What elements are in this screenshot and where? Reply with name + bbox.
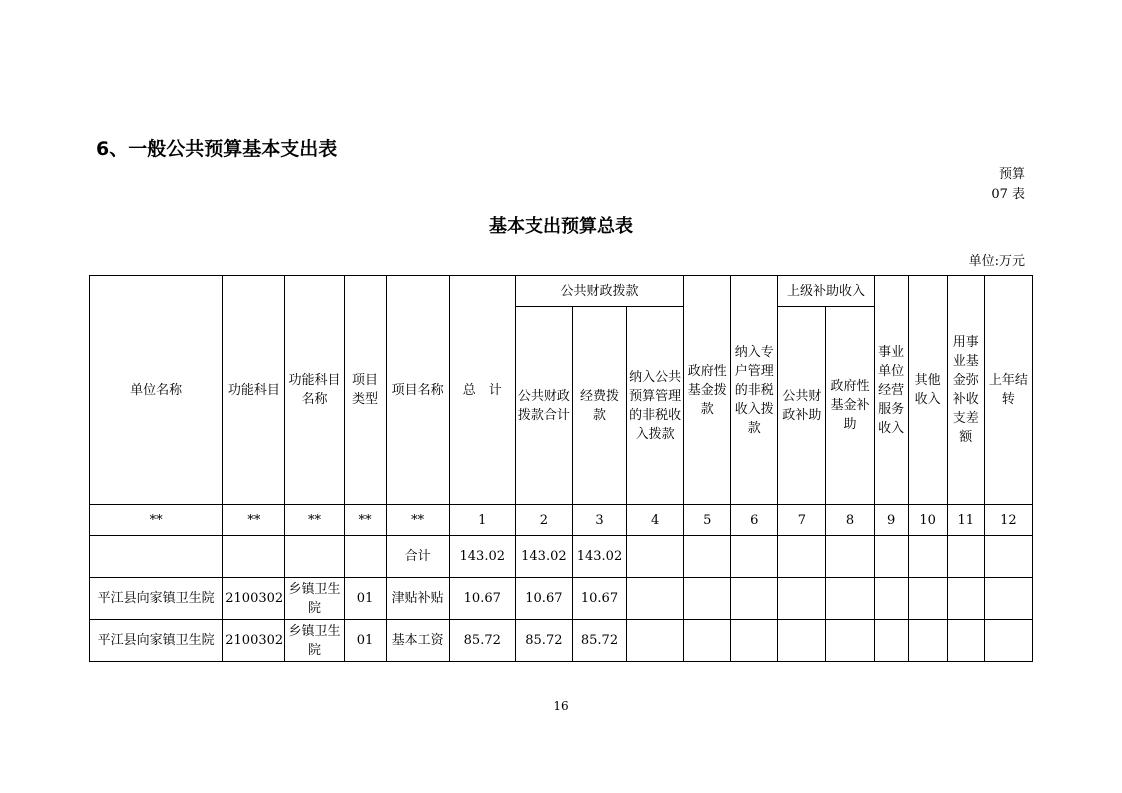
index-cell: 12: [984, 505, 1032, 536]
index-cell: 1: [449, 505, 515, 536]
header-project-type: 项目类型: [344, 276, 386, 505]
index-cell: **: [386, 505, 449, 536]
index-cell: 7: [778, 505, 826, 536]
cell-func-code: [223, 536, 285, 578]
cell-c7: [778, 536, 826, 578]
cell-c9: [874, 620, 908, 662]
form-code-line1: 预算: [998, 167, 1025, 182]
index-cell: **: [285, 505, 344, 536]
header-fund-deficit: 用事业基金弥补收支差额: [947, 276, 984, 505]
header-project-name: 项目名称: [386, 276, 449, 505]
cell-project: 合计: [386, 536, 449, 578]
cell-c6: [731, 578, 778, 620]
cell-c6: [731, 620, 778, 662]
cell-func-code: 2100302: [223, 578, 285, 620]
header-total: 总 计: [449, 276, 515, 505]
cell-total: 10.67: [449, 578, 515, 620]
table-row: [90, 536, 1033, 578]
index-cell: 4: [627, 505, 684, 536]
index-cell: 10: [908, 505, 947, 536]
cell-c8: [826, 578, 874, 620]
cell-type: 01: [344, 578, 386, 620]
index-cell: 2: [515, 505, 572, 536]
header-public-finance-group: 公共财政拨款: [515, 276, 683, 307]
cell-c10: [908, 578, 947, 620]
page-number: 16: [553, 699, 569, 713]
index-row: [90, 505, 1033, 536]
cell-c8: [826, 536, 874, 578]
index-cell: **: [223, 505, 285, 536]
cell-funding: 10.67: [572, 578, 626, 620]
cell-c9: [874, 578, 908, 620]
cell-c5: [684, 578, 731, 620]
header-prev-year-carryover: 上年结转: [984, 276, 1032, 505]
cell-c4: [627, 620, 684, 662]
cell-c12: [984, 620, 1032, 662]
cell-c4: [627, 578, 684, 620]
cell-funding: 143.02: [572, 536, 626, 578]
header-funding-allocation: 经费拨款: [572, 307, 626, 505]
cell-project: 津贴补贴: [386, 578, 449, 620]
table-row: [90, 620, 1033, 662]
cell-c12: [984, 536, 1032, 578]
cell-project: 基本工资: [386, 620, 449, 662]
index-cell: 8: [826, 505, 874, 536]
header-func-subject: 功能科目: [223, 276, 285, 505]
header-business-income: 事业单位经营服务收入: [874, 276, 908, 505]
cell-func-code: 2100302: [223, 620, 285, 662]
index-cell: 5: [684, 505, 731, 536]
header-superior-subsidy-group: 上级补助收入: [778, 276, 874, 307]
header-public-finance-subsidy: 公共财政补助: [778, 307, 826, 505]
budget-table: [89, 275, 1033, 662]
cell-total: 143.02: [449, 536, 515, 578]
cell-pf-total: 85.72: [515, 620, 572, 662]
header-other-income: 其他收入: [908, 276, 947, 505]
header-gov-fund-allocation: 政府性基金拨款: [684, 276, 731, 505]
cell-c11: [947, 536, 984, 578]
index-cell: 6: [731, 505, 778, 536]
index-cell: **: [344, 505, 386, 536]
cell-func-name: [285, 536, 344, 578]
cell-c11: [947, 620, 984, 662]
cell-pf-total: 143.02: [515, 536, 572, 578]
cell-func-name: 乡镇卫生院: [285, 578, 344, 620]
cell-total: 85.72: [449, 620, 515, 662]
cell-c9: [874, 536, 908, 578]
index-cell: 9: [874, 505, 908, 536]
cell-pf-total: 10.67: [515, 578, 572, 620]
cell-c12: [984, 578, 1032, 620]
cell-c10: [908, 536, 947, 578]
header-unit-name: 单位名称: [90, 276, 223, 505]
cell-c5: [684, 620, 731, 662]
header-func-subject-name: 功能科目名称: [285, 276, 344, 505]
cell-funding: 85.72: [572, 620, 626, 662]
cell-type: 01: [344, 620, 386, 662]
header-nontax-special-account: 纳入专户管理的非税收入拨款: [731, 276, 778, 505]
cell-unit: [90, 536, 223, 578]
cell-func-name: 乡镇卫生院: [285, 620, 344, 662]
table-row: [90, 578, 1033, 620]
index-cell: **: [90, 505, 223, 536]
cell-type: [344, 536, 386, 578]
cell-c7: [778, 620, 826, 662]
cell-c7: [778, 578, 826, 620]
header-gov-fund-subsidy: 政府性基金补助: [826, 307, 874, 505]
cell-c11: [947, 578, 984, 620]
cell-c4: [627, 536, 684, 578]
cell-c5: [684, 536, 731, 578]
cell-c10: [908, 620, 947, 662]
document-title: 基本支出预算总表: [489, 216, 633, 237]
index-cell: 11: [947, 505, 984, 536]
header-nontax-budget: 纳入公共预算管理的非税收入拨款: [627, 307, 684, 505]
cell-c8: [826, 620, 874, 662]
cell-c6: [731, 536, 778, 578]
form-code-line2: 07 表: [991, 187, 1025, 202]
header-public-finance-total: 公共财政拨款合计: [515, 307, 572, 505]
index-cell: 3: [572, 505, 626, 536]
cell-unit: 平江县向家镇卫生院: [90, 620, 223, 662]
section-title: 6、一般公共预算基本支出表: [96, 138, 338, 160]
cell-unit: 平江县向家镇卫生院: [90, 578, 223, 620]
unit-label: 单位:万元: [968, 254, 1025, 269]
